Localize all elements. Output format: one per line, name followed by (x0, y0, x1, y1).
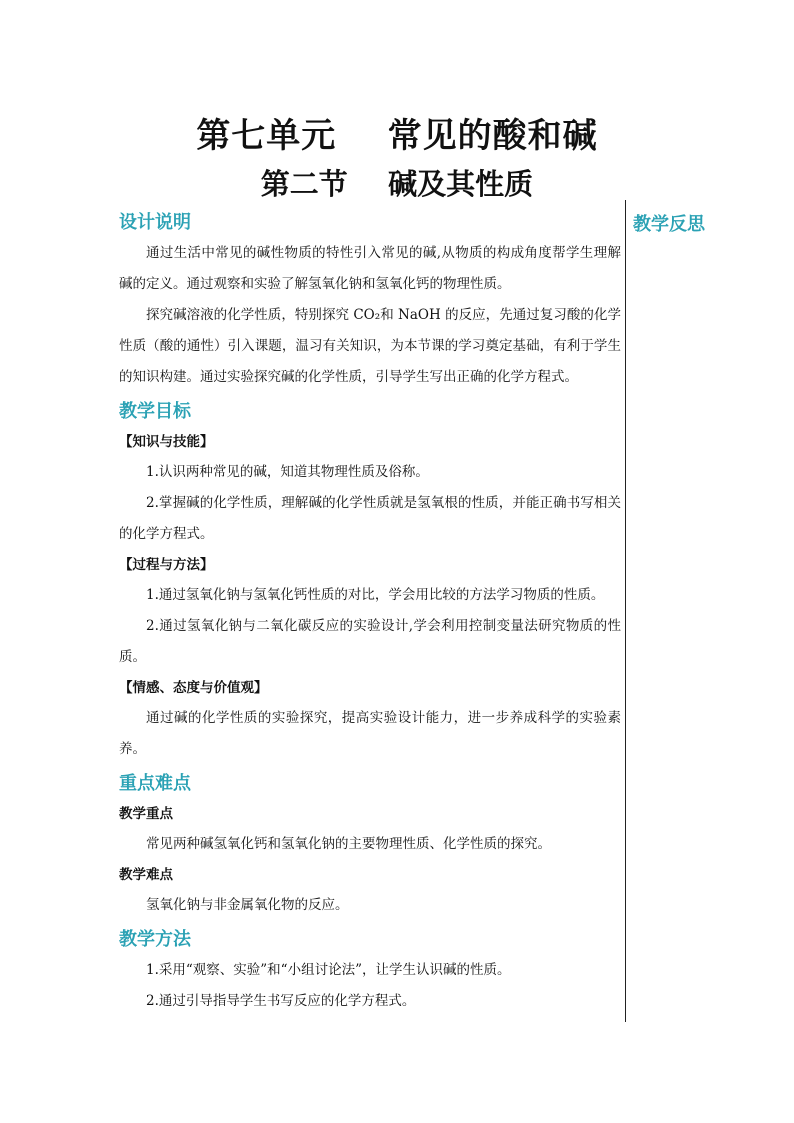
main-content (119, 208, 621, 1017)
section-heading-goals: 教学目标 (119, 401, 191, 422)
goals-process-label: 【过程与方法】 (119, 557, 214, 573)
goals-knowledge-label: 【知识与技能】 (119, 434, 214, 450)
key-focus-text: 常见两种碱氢氧化钙和氢氧化钠的主要物理性质、化学性质的探究。 (146, 836, 551, 852)
goals-process-item-2: 2.通过氢氧化钠与二氧化碳反应的实验设计,学会利用控制变量法研究物质的性质。 (119, 618, 621, 665)
section-heading-method: 教学方法 (119, 929, 191, 950)
section-heading-key: 重点难点 (119, 773, 191, 794)
goals-knowledge-item-2: 2.掌握碱的化学性质，理解碱的化学性质就是氢氧根的性质，并能正确书写相关的化学方程式。 (119, 495, 621, 542)
design-paragraph-2: 探究碱溶液的化学性质，特别探究 CO₂和 NaOH 的反应，先通过复习酸的化学性质（酸的通性）引入课题，温习有关知识，为本节课的学习奠定基础，有利于学生的知识构建。通过实验探究碱的化学性质，引导学生写出正确的化学方程式。 (119, 307, 621, 385)
goals-process-item-1: 1.通过氢氧化钠与氢氧化钙性质的对比，学会用比较的方法学习物质的性质。 (146, 587, 605, 603)
column-divider (625, 200, 626, 1022)
method-item-2: 2.通过引导指导学生书写反应的化学方程式。 (146, 993, 416, 1009)
key-focus-label: 教学重点 (119, 806, 173, 822)
document-title: 第七单元 常见的酸和碱 (196, 116, 598, 156)
section-heading-design: 设计说明 (119, 212, 191, 233)
reflection-heading: 教学反思 (633, 214, 705, 235)
key-difficulty-label: 教学难点 (119, 867, 173, 883)
key-difficulty-text: 氢氧化钠与非金属氧化物的反应。 (146, 897, 349, 913)
method-item-1: 1.采用“观察、实验”和“小组讨论法”，让学生认识碱的性质。 (146, 962, 511, 978)
design-paragraph-1: 通过生活中常见的碱性物质的特性引入常见的碱,从物质的构成角度帮学生理解碱的定义。通过观察和实验了解氢氧化钠和氢氧化钙的物理性质。 (119, 245, 621, 292)
document-subtitle: 第二节 碱及其性质 (260, 167, 534, 201)
goals-knowledge-item-1: 1.认识两种常见的碱，知道其物理性质及俗称。 (146, 464, 429, 480)
goals-emotion-label: 【情感、态度与价值观】 (119, 680, 268, 696)
goals-emotion-item-1: 通过碱的化学性质的实验探究，提高实验设计能力，进一步养成科学的实验素养。 (119, 710, 621, 757)
